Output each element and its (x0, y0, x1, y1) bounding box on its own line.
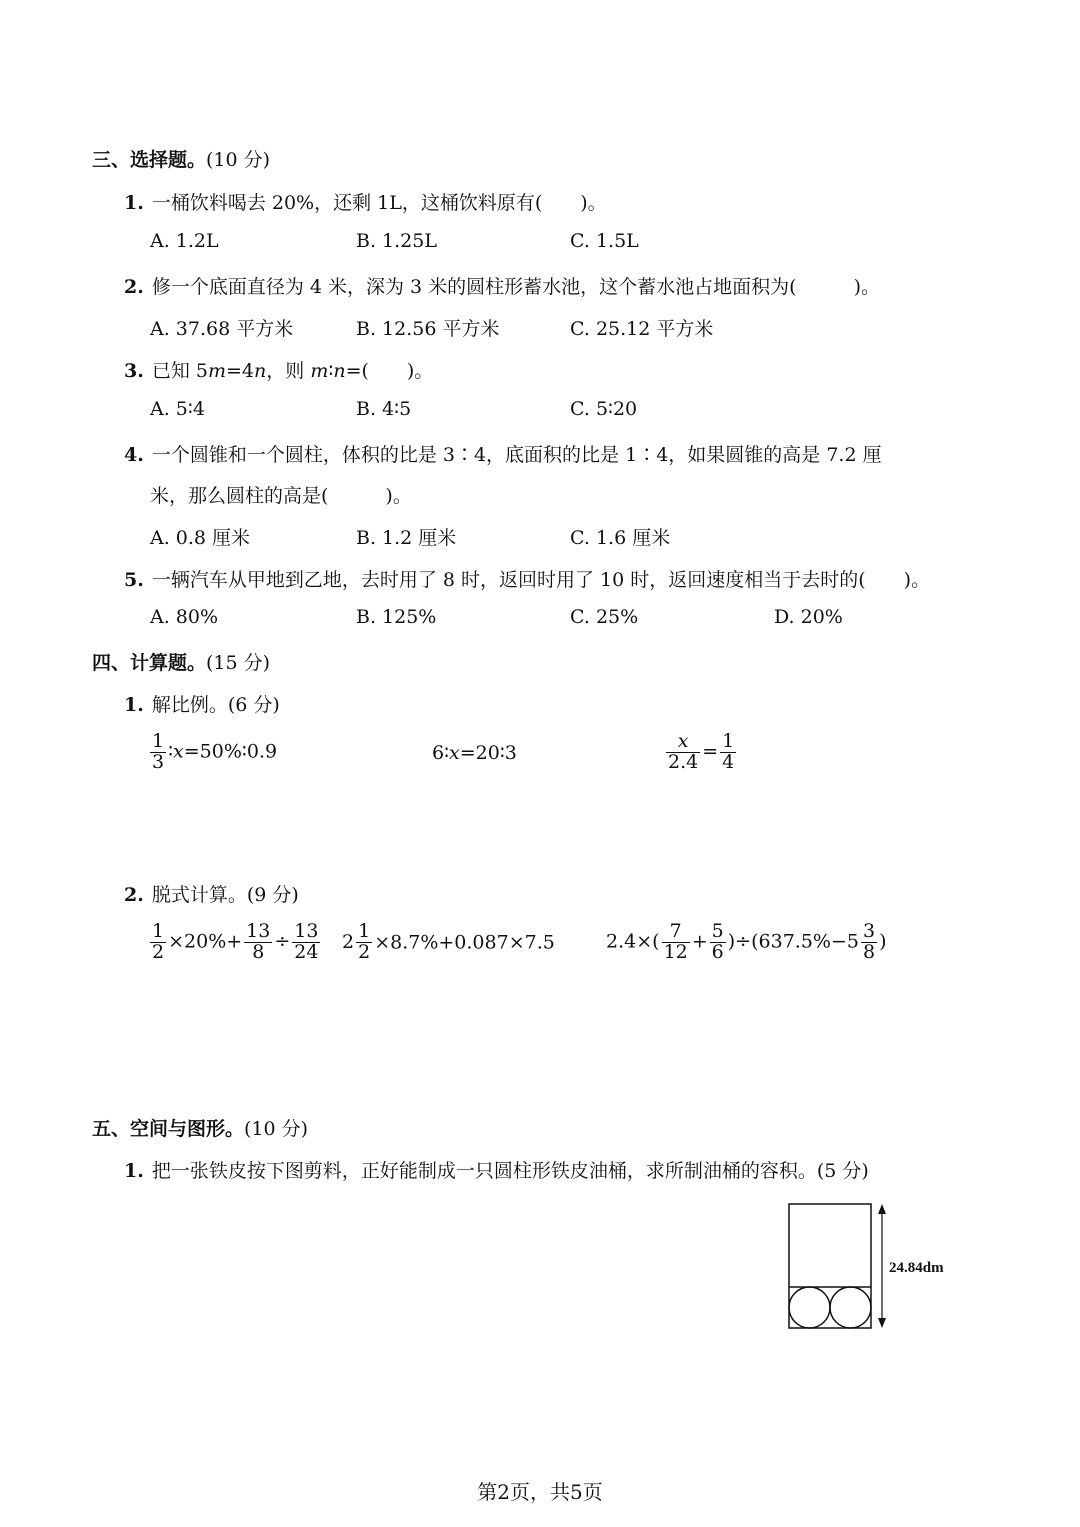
numerator: 7 (662, 922, 690, 943)
variable-n: n (333, 360, 346, 382)
section-title: 四、计算题。 (92, 652, 207, 674)
question-number: 5. (124, 569, 144, 591)
option-b: B. 1.25L (356, 230, 437, 252)
text-part: 已知 5 (151, 360, 208, 382)
option-a: A. 1.2L (150, 230, 219, 252)
option-c: C. 1.5L (570, 230, 639, 252)
denominator: 2.4 (668, 750, 699, 773)
calc-expr-1 (148, 922, 322, 963)
question-number: 3. (124, 360, 144, 382)
numerator: 1 (152, 920, 165, 942)
fraction (244, 922, 272, 963)
iron-sheet-figure (780, 1195, 980, 1335)
fraction (861, 922, 877, 963)
whole-part: 2 (342, 931, 355, 954)
question-number: 4. (124, 444, 144, 466)
question-text: 一个圆锥和一个圆柱，体积的比是 3∶4，底面积的比是 1∶4，如果圆锥的高是 7.2 厘 (151, 444, 882, 466)
question-text: 修一个底面直径为 4 米，深为 3 米的圆柱形蓄水池，这个蓄水池占地面积为( )。 (151, 276, 881, 298)
text-part: 6∶ (432, 742, 450, 764)
arrow-top (878, 1204, 886, 1214)
question-3-3 (124, 356, 433, 383)
text-part: =20∶3 (459, 742, 517, 764)
text-part: ×20%+ (168, 930, 243, 953)
fraction (150, 732, 166, 773)
variable-x: x (449, 742, 460, 764)
option-a: A. 0.8 厘米 (150, 527, 251, 549)
text-part: ÷ (274, 930, 291, 953)
dimension-label: 24.84dm (889, 1260, 944, 1276)
calc-expr-3 (606, 922, 886, 963)
section-points: (10 分) (206, 149, 271, 171)
question-text-line2: 米，那么圆柱的高是( )。 (150, 485, 412, 507)
text-part: )÷(637.5%−5 (727, 930, 859, 953)
text-part: + (691, 930, 708, 953)
numerator: x (666, 732, 700, 753)
fraction (710, 922, 726, 963)
option-c: C. 1.6 厘米 (570, 527, 671, 549)
option-b: B. 125% (356, 606, 437, 628)
section-title: 三、选择题。 (92, 149, 207, 171)
option-a: A. 5∶4 (150, 398, 205, 420)
text-part: 2.4×( (606, 930, 660, 953)
option-c: C. 25.12 平方米 (570, 318, 714, 340)
text-part: ∶ (328, 360, 334, 382)
circle-left (789, 1287, 830, 1328)
question-text: 脱式计算。(9 分) (151, 884, 299, 906)
question-text: 解比例。(6 分) (151, 694, 280, 716)
calc-expr-2 (342, 922, 555, 963)
denominator: 2 (152, 940, 165, 963)
text-part: ，则 (266, 360, 311, 382)
variable-m: m (207, 360, 227, 382)
denominator: 8 (252, 940, 265, 963)
question-number: 2. (124, 276, 144, 298)
question-text: 一辆汽车从甲地到乙地，去时用了 8 时，返回时用了 10 时，返回速度相当于去时的( )。 (151, 569, 931, 591)
numerator: 1 (152, 730, 165, 752)
question-3-1 (124, 188, 607, 215)
question-number: 2. (124, 884, 144, 906)
denominator: 4 (722, 750, 735, 773)
question-3-4 (124, 440, 882, 467)
fraction (720, 732, 736, 773)
circle-right (830, 1287, 871, 1328)
question-text: 把一张铁皮按下图剪料，正好能制成一只圆柱形铁皮油桶，求所制油桶的容积。(5 分) (151, 1160, 869, 1182)
question-4-2 (124, 880, 299, 907)
option-b: B. 4∶5 (356, 398, 412, 420)
variable-n: n (254, 360, 267, 382)
fraction (662, 922, 690, 963)
section-4-heading (92, 648, 270, 675)
denominator: 24 (294, 940, 319, 963)
text-part: =50%∶0.9 (183, 740, 278, 763)
question-number: 1. (124, 1160, 144, 1182)
numerator: 13 (294, 920, 319, 942)
text-part: ) (879, 930, 887, 953)
numerator: 1 (358, 920, 371, 942)
variable-x: x (173, 740, 184, 763)
option-c: C. 5∶20 (570, 398, 638, 420)
denominator: 12 (663, 940, 688, 963)
section-3-heading (92, 145, 270, 172)
denominator: 2 (358, 940, 371, 963)
numerator: 13 (246, 920, 271, 942)
option-a: A. 37.68 平方米 (150, 318, 294, 340)
fraction (666, 732, 700, 773)
fraction (150, 922, 166, 963)
question-4-1 (124, 690, 280, 717)
proportion-eq-2 (432, 742, 517, 764)
denominator: 3 (152, 750, 165, 773)
numerator: 1 (722, 730, 735, 752)
numerator: 5 (711, 920, 724, 942)
text-part: ∶ (168, 740, 174, 763)
denominator: 8 (862, 940, 876, 963)
text-part: ×8.7%+0.087×7.5 (374, 931, 555, 954)
text-part: = (702, 740, 719, 763)
proportion-eq-3 (664, 732, 738, 773)
fraction (292, 922, 320, 963)
section-points: (15 分) (206, 652, 271, 674)
option-a: A. 80% (150, 606, 219, 628)
question-number: 1. (124, 192, 144, 214)
section-title: 五、空间与图形。 (92, 1118, 245, 1140)
fraction (356, 922, 372, 963)
option-c: C. 25% (570, 606, 639, 628)
section-5-heading (92, 1114, 308, 1141)
question-3-2 (124, 272, 880, 299)
mixed-number (342, 922, 374, 963)
section-points: (10 分) (244, 1118, 309, 1140)
question-number: 1. (124, 694, 144, 716)
numerator: 3 (862, 920, 876, 942)
text-part: =4 (226, 360, 255, 382)
option-d: D. 20% (774, 606, 843, 628)
proportion-eq-1 (148, 732, 277, 773)
question-text: 一桶饮料喝去 20%，还剩 1L，这桶饮料原有( )。 (151, 192, 607, 214)
text-part: =( )。 (345, 360, 434, 382)
denominator: 6 (711, 940, 724, 963)
page-number: 第2页，共5页 (477, 1480, 603, 1504)
arrow-bottom (878, 1318, 886, 1328)
option-b: B. 1.2 厘米 (356, 527, 457, 549)
variable-m: m (310, 360, 329, 382)
question-5-1 (124, 1156, 869, 1183)
question-3-5 (124, 565, 930, 592)
option-b: B. 12.56 平方米 (356, 318, 500, 340)
